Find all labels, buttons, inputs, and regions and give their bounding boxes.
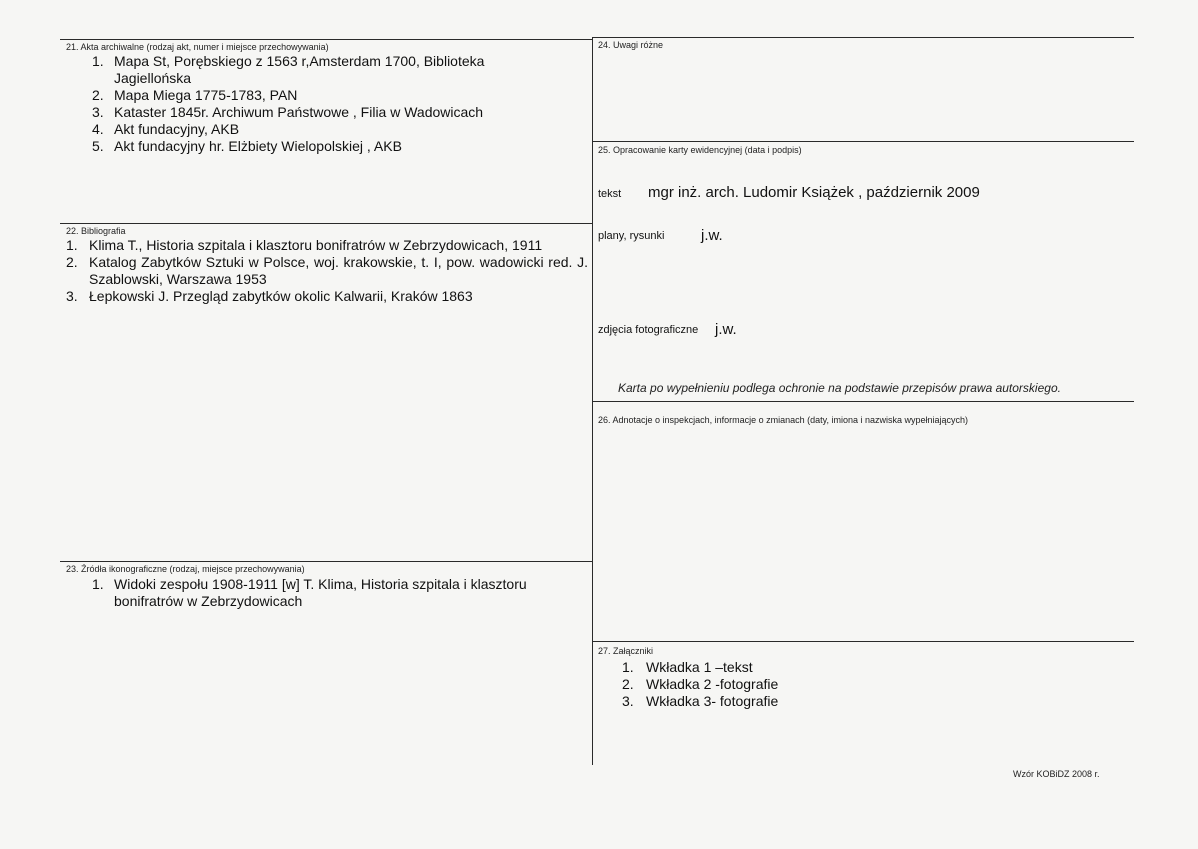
zdjecia-value: j.w. bbox=[715, 321, 737, 338]
section-25-label: 25. Opracowanie karty ewidencyjnej (data i podpis) bbox=[598, 145, 802, 155]
list-item-text: Wkładka 2 -fotografie bbox=[646, 676, 779, 692]
list-item-text: Kataster 1845r. Archiwum Państwowe , Filia w Wadowicach bbox=[114, 104, 484, 120]
section-21-label: 21. Akta archiwalne (rodzaj akt, numer i miejsce przechowywania) bbox=[66, 42, 329, 52]
list-item: 3. Łepkowski J. Przegląd zabytków okolic Kalwarii, Kraków 1863 bbox=[66, 288, 588, 305]
list-item-text: Mapa St, Porębskiego z 1563 r,Amsterdam 1700, Biblioteka Jagiellońska bbox=[114, 53, 485, 86]
section-26-label: 26. Adnotacje o inspekcjach, informacje o zmianach (daty, imiona i nazwiska wypełniających) bbox=[598, 415, 969, 425]
list-item-text: Akt fundacyjny, AKB bbox=[114, 121, 240, 137]
list-item: 2. Katalog Zabytków Sztuki w Polsce, woj. krakowskie, t. I, pow. wadowicki red. J. Szablowski, Warszawa 1953 bbox=[66, 254, 588, 287]
list-item: 4. Akt fundacyjny, AKB bbox=[92, 121, 532, 138]
list-item: 1. Mapa St, Porębskiego z 1563 r,Amsterdam 1700, Biblioteka Jagiellońska bbox=[92, 53, 532, 87]
section-24-label: 24. Uwagi różne bbox=[598, 40, 664, 50]
tekst-label: tekst bbox=[598, 188, 622, 200]
list-item: 1. Wkładka 1 –tekst bbox=[622, 659, 922, 676]
list-item-text: Widoki zespołu 1908-1911 [w] T. Klima, Historia szpitala i klasztoru bonifratrów w Zebrzydowicach bbox=[114, 576, 527, 609]
rule-22-23 bbox=[60, 561, 593, 562]
list-item: 2. Wkładka 2 -fotografie bbox=[622, 676, 922, 693]
list-item: 5. Akt fundacyjny hr. Elżbiety Wielopolskiej , AKB bbox=[92, 138, 532, 155]
rule-25-26 bbox=[593, 401, 1134, 402]
rule-24-25 bbox=[593, 141, 1134, 142]
rule-21-22 bbox=[60, 223, 593, 224]
list-item-text: Wkładka 1 –tekst bbox=[646, 659, 753, 675]
plany-label: plany, rysunki bbox=[598, 230, 665, 242]
list-item-text: Łepkowski J. Przegląd zabytków okolic Kalwarii, Kraków 1863 bbox=[89, 288, 473, 304]
top-rule-right bbox=[593, 37, 1134, 38]
form-template-footer: Wzór KOBiDZ 2008 r. bbox=[1013, 769, 1100, 779]
top-rule-left bbox=[60, 39, 593, 40]
list-item: 3. Wkładka 3- fotografie bbox=[622, 693, 922, 710]
section-22-list bbox=[66, 237, 588, 305]
list-item-text: Mapa Miega 1775-1783, PAN bbox=[114, 87, 298, 103]
zdjecia-label: zdjęcia fotograficzne bbox=[598, 324, 699, 336]
list-item-text: Katalog Zabytków Sztuki w Polsce, woj. krakowskie, t. I, pow. wadowicki red. J. Szablowski, Warszawa 1953 bbox=[89, 254, 588, 287]
section-27-list bbox=[622, 659, 922, 710]
list-item-text: Wkładka 3- fotografie bbox=[646, 693, 779, 709]
list-item-text: Klima T., Historia szpitala i klasztoru bonifratrów w Zebrzydowicach, 1911 bbox=[89, 237, 543, 253]
list-item: 1. Widoki zespołu 1908-1911 [w] T. Klima, Historia szpitala i klasztoru bonifratrów w Zebrzydowicach bbox=[92, 576, 562, 610]
list-item: 1. Klima T., Historia szpitala i klasztoru bonifratrów w Zebrzydowicach, 1911 bbox=[66, 237, 588, 254]
section-27-label: 27. Załączniki bbox=[598, 646, 654, 656]
tekst-value: mgr inż. arch. Ludomir Książek , październik 2009 bbox=[648, 184, 980, 201]
section-23-list bbox=[92, 576, 562, 610]
list-item-text: Akt fundacyjny hr. Elżbiety Wielopolskiej , AKB bbox=[114, 138, 402, 154]
list-item: 3. Kataster 1845r. Archiwum Państwowe , Filia w Wadowicach bbox=[92, 104, 532, 121]
section-21-list bbox=[92, 53, 532, 155]
rule-26-27 bbox=[593, 641, 1134, 642]
section-23-label: 23. Źródła ikonograficzne (rodzaj, miejsce przechowywania) bbox=[66, 564, 305, 574]
plany-value: j.w. bbox=[701, 227, 723, 244]
copyright-note: Karta po wypełnieniu podlega ochronie na podstawie przepisów prawa autorskiego. bbox=[618, 381, 1061, 395]
section-22-label: 22. Bibliografia bbox=[66, 226, 126, 236]
list-item: 2. Mapa Miega 1775-1783, PAN bbox=[92, 87, 532, 104]
